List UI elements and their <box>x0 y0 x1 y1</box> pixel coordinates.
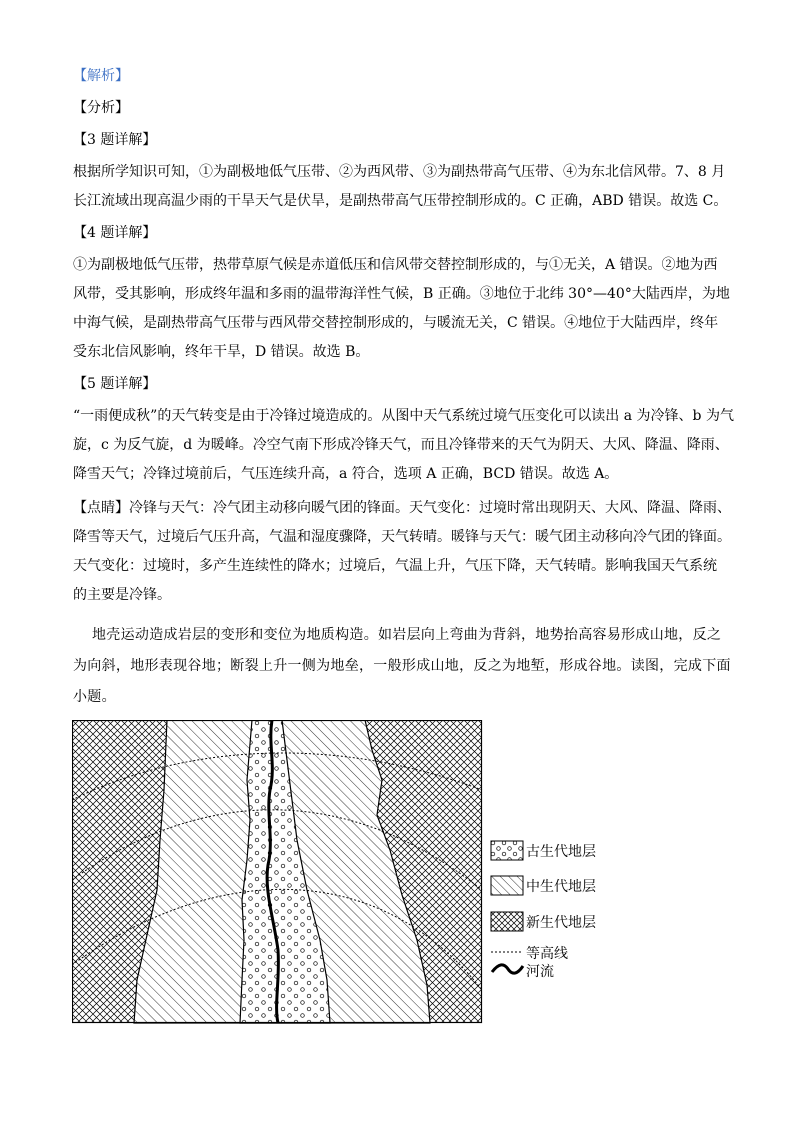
q5-line: 降雪天气；冷锋过境前后，气压连续升高，a 符合，选项 A 正确，BCD 错误。故选 A。 <box>73 466 619 482</box>
q5-heading: 【5 题详解】 <box>73 376 157 392</box>
label-fenxi: 【分析】 <box>73 100 129 116</box>
q5-line: “一雨便成秋”的天气转变是由于冷锋过境造成的。从图中天气系统过境气压变化可以读出 a 为冷锋、b 为气 <box>73 408 734 424</box>
legend-label-paleozoic: 古生代地层 <box>526 844 596 860</box>
q4-line: 受东北信风影响，终年干旱，D 错误。故选 B。 <box>73 344 370 360</box>
q5-line: 旋，c 为反气旋，d 为暖峰。冷空气南下形成冷锋天气，而且冷锋带来的天气为阴天、大风、降温、降雨、 <box>73 437 729 453</box>
q4-line: 中海气候，是副热带高气压带与西风带交替控制形成的，与暖流无关，C 错误。④地位于大陆西岸，终年 <box>73 315 719 331</box>
q4-line: ①为副极地低气压带，热带草原气候是赤道低压和信风带交替控制形成的，与①无关，A 错误。②地为西 <box>73 257 718 273</box>
geologic-map <box>72 720 484 1026</box>
q4-heading: 【4 题详解】 <box>73 225 157 241</box>
legend-swatch-cenozoic <box>490 911 526 933</box>
q3-heading: 【3 题详解】 <box>73 132 157 148</box>
intro-line: 小题。 <box>73 689 116 705</box>
q3-line: 根据所学知识可知，①为副极地低气压带、②为西风带、③为副热带高气压带、④为东北信风带。7、8 月 <box>73 164 726 180</box>
q3-line: 长江流域出现高温少雨的干旱天气是伏旱，是副热带高气压带控制形成的。C 正确，ABD 错误。故选 C。 <box>73 193 728 209</box>
intro-line: 地壳运动造成岩层的变形和变位为地质构造。如岩层向上弯曲为背斜，地势抬高容易形成山地，反之 <box>73 627 722 643</box>
tips-line: 【点睛】冷锋与天气：冷气团主动移向暖气团的锋面。天气变化：过境时常出现阴天、大风、降温、降雨、 <box>73 500 731 516</box>
tips-line: 天气变化：过境时，多产生连续性的降水；过境后，气温上升，气压下降，天气转晴。影响我国天气系统 <box>73 558 717 574</box>
tips-line: 的主要是冷锋。 <box>73 587 171 603</box>
legend-swatch-paleozoic <box>490 840 526 862</box>
legend-swatch-mesozoic <box>490 875 526 897</box>
intro-line: 为向斜，地形表现谷地；断裂上升一侧为地垒，一般形成山地，反之为地堑，形成谷地。读图，完成下面 <box>73 658 731 674</box>
label-jiexi: 【解析】 <box>73 68 129 84</box>
legend-label-contour: 等高线 <box>526 946 568 962</box>
q4-line: 风带，受其影响，形成终年温和多雨的温带海洋性气候，B 正确。③地位于北纬 30°—40°大陆西岸，为地 <box>73 286 730 302</box>
legend-river-icon <box>490 961 526 977</box>
legend-label-cenozoic: 新生代地层 <box>526 915 596 931</box>
tips-line: 降雪等天气，过境后气压升高，气温和湿度骤降，天气转晴。暖锋与天气：暖气团主动移向冷气团的锋面。 <box>73 529 731 545</box>
legend-label-river: 河流 <box>526 964 554 980</box>
legend-label-mesozoic: 中生代地层 <box>526 879 596 895</box>
legend-contour-icon <box>490 946 526 958</box>
